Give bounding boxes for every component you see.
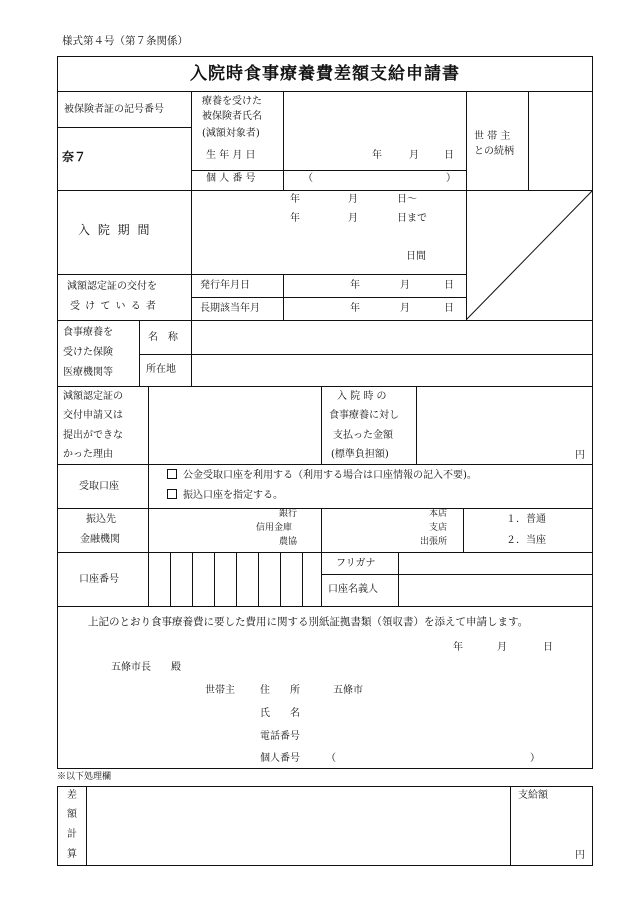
issue-day-unit: 日 [444,280,454,291]
long-month-unit: 月 [400,303,410,314]
my-number-paren-open: （ [303,173,313,184]
my-number-label: 個 人 番 号 [206,173,256,184]
bank-type-bank: 銀行 [279,509,298,519]
deposit-type-ordinary: １．普通 [506,514,546,525]
declaration-month-unit: 月 [497,642,507,653]
long-year-unit: 年 [350,303,360,314]
applicant-my-number-label: 個人番号 [260,753,300,764]
institution-address-label: 所在地 [146,364,176,375]
period-to-year-unit: 年 [290,213,300,224]
rule [139,354,593,355]
reduction-cert-label-1: 減額認定証の交付を [67,281,157,292]
account-holder-label: 口座名義人 [328,584,378,595]
rule [463,508,464,552]
difference-calculation-box [57,786,593,866]
rule [191,92,192,190]
rule [398,552,399,606]
calc-label-1: 差 [67,790,77,801]
paid-amount-label-2: 食事療養に対し [329,410,399,421]
birth-month-unit: 月 [409,150,419,161]
insured-name-label-1: 療養を受けた [202,96,262,107]
digit-box-rule [236,552,237,606]
rule [191,190,192,274]
digit-box-rule [192,552,193,606]
payment-amount-label: 支給額 [518,790,548,801]
digit-box-rule [280,552,281,606]
deposit-type-current: ２．当座 [506,535,546,546]
rule [148,464,149,508]
long-term-label: 長期該当年月 [200,303,260,314]
reason-label-3: 提出ができな [63,430,123,441]
payment-amount-yen-unit: 円 [575,850,585,861]
rule [148,508,149,552]
birthdate-label: 生 年 月 日 [206,150,256,161]
bank-type-credit-union: 信用金庫 [256,523,293,533]
account-number-label: 口座番号 [79,574,119,585]
applicant-my-number-paren-open: （ [326,753,336,764]
bank-label-1: 振込先 [86,514,116,525]
rule [57,320,593,321]
birth-day-unit: 日 [444,150,454,161]
branch-type-branch: 支店 [429,523,448,533]
receiving-account-label: 受取口座 [79,481,119,492]
form-title: 入院時食事療養費差額支給申請書 [57,56,593,92]
diagonal-slash [466,190,593,320]
my-number-paren-close: ） [446,173,456,184]
rule [139,320,140,386]
institution-label-2: 受けた保険 [63,347,113,358]
issue-date-label: 発行年月日 [200,280,250,291]
applicant-address-label: 住 所 [260,685,300,696]
branch-type-head-office: 本店 [429,509,448,519]
cert-number-label: 被保険者証の記号番号 [64,104,164,115]
paid-amount-label-3: 支払った金額 [333,430,393,441]
declaration-day-unit: 日 [543,642,553,653]
public-account-checkbox[interactable] [167,469,177,479]
rule [321,574,593,575]
period-from-year-unit: 年 [290,194,300,205]
reason-label-4: かった理由 [63,449,113,460]
rule [191,297,466,298]
rule [57,386,593,387]
public-account-option-label: 公金受取口座を利用する（利用する場合は口座情報の記入不要)。 [183,470,477,481]
transfer-account-checkbox[interactable] [167,489,177,499]
rule [57,508,593,509]
transfer-account-option[interactable] [167,489,283,501]
hospital-period-label: 入 院 期 間 [78,223,152,237]
digit-box-rule [302,552,303,606]
period-to-month-unit: 月 [348,213,358,224]
reason-label-1: 減額認定証の [63,391,123,402]
declaration-year-unit: 年 [453,642,463,653]
rule [86,786,87,866]
birth-year-unit: 年 [372,150,382,161]
paid-amount-label-1: 入 院 時 の [337,391,387,402]
digit-box-rule [214,552,215,606]
rule [528,92,529,190]
rule [148,386,149,464]
digit-box-rule [170,552,171,606]
institution-name-label: 名 称 [148,332,178,343]
rule [57,274,466,275]
institution-label-1: 食事療養を [63,327,113,338]
rule [148,552,149,606]
applicant-address-value[interactable]: 五條市 [333,685,363,696]
cert-number-value[interactable]: 奈７ [62,150,87,164]
reason-label-2: 交付申請又は [63,410,123,421]
rule [191,170,466,171]
rule [191,320,192,386]
applicant-name-label: 氏 名 [260,708,300,719]
period-to-day-unit: 日まで [397,213,427,224]
relation-label-2: との続柄 [474,146,514,157]
paid-amount-label-4: (標準負担額) [331,449,389,460]
institution-label-3: 医療機関等 [63,367,113,378]
rule [321,508,322,552]
bank-label-2: 金融機関 [80,534,120,545]
period-from-month-unit: 月 [348,194,358,205]
period-from-day-unit: 日～ [397,194,417,205]
paid-amount-yen-unit: 円 [575,450,585,461]
addressee: 五條市長 殿 [111,662,181,673]
transfer-account-option-label: 振込口座を指定する。 [183,490,283,501]
rule [466,92,467,190]
rule [321,552,322,606]
insured-name-label-2: 被保険者氏名 [202,111,262,122]
relation-label-1: 世 帯 主 [474,131,511,142]
bank-type-agricultural-coop: 農協 [279,537,298,547]
declaration-text: 上記のとおり食事療養費に要した費用に関する別紙証拠書類（領収書）を添えて申請します。 [88,616,529,628]
furigana-label: フリガナ [336,558,376,569]
rule [416,386,417,464]
issue-month-unit: 月 [400,280,410,291]
reduction-cert-label-2: 受 け て い る 者 [70,301,157,312]
rule [321,386,322,464]
issue-year-unit: 年 [350,280,360,291]
rule [57,552,593,553]
applicant-phone-label: 電話番号 [260,731,300,742]
processing-area-label: ※以下処理欄 [57,772,112,782]
calc-label-3: 計 [67,829,77,840]
calc-label-2: 額 [67,809,77,820]
head-of-household-label: 世帯主 [205,685,235,696]
rule [57,606,593,607]
calc-label-4: 算 [67,849,77,860]
applicant-my-number-paren-close: ） [530,753,540,764]
rule [283,92,284,190]
rule [57,464,593,465]
form-number-label: 様式第４号（第７条関係） [62,35,188,47]
rule [57,127,191,128]
rule [510,786,511,866]
digit-box-rule [258,552,259,606]
branch-type-sub-branch: 出張所 [420,537,448,547]
period-days-unit: 日間 [406,251,426,262]
long-day-unit: 日 [444,303,454,314]
insured-name-label-3: (減額対象者) [202,128,260,139]
public-account-option[interactable] [167,469,477,481]
